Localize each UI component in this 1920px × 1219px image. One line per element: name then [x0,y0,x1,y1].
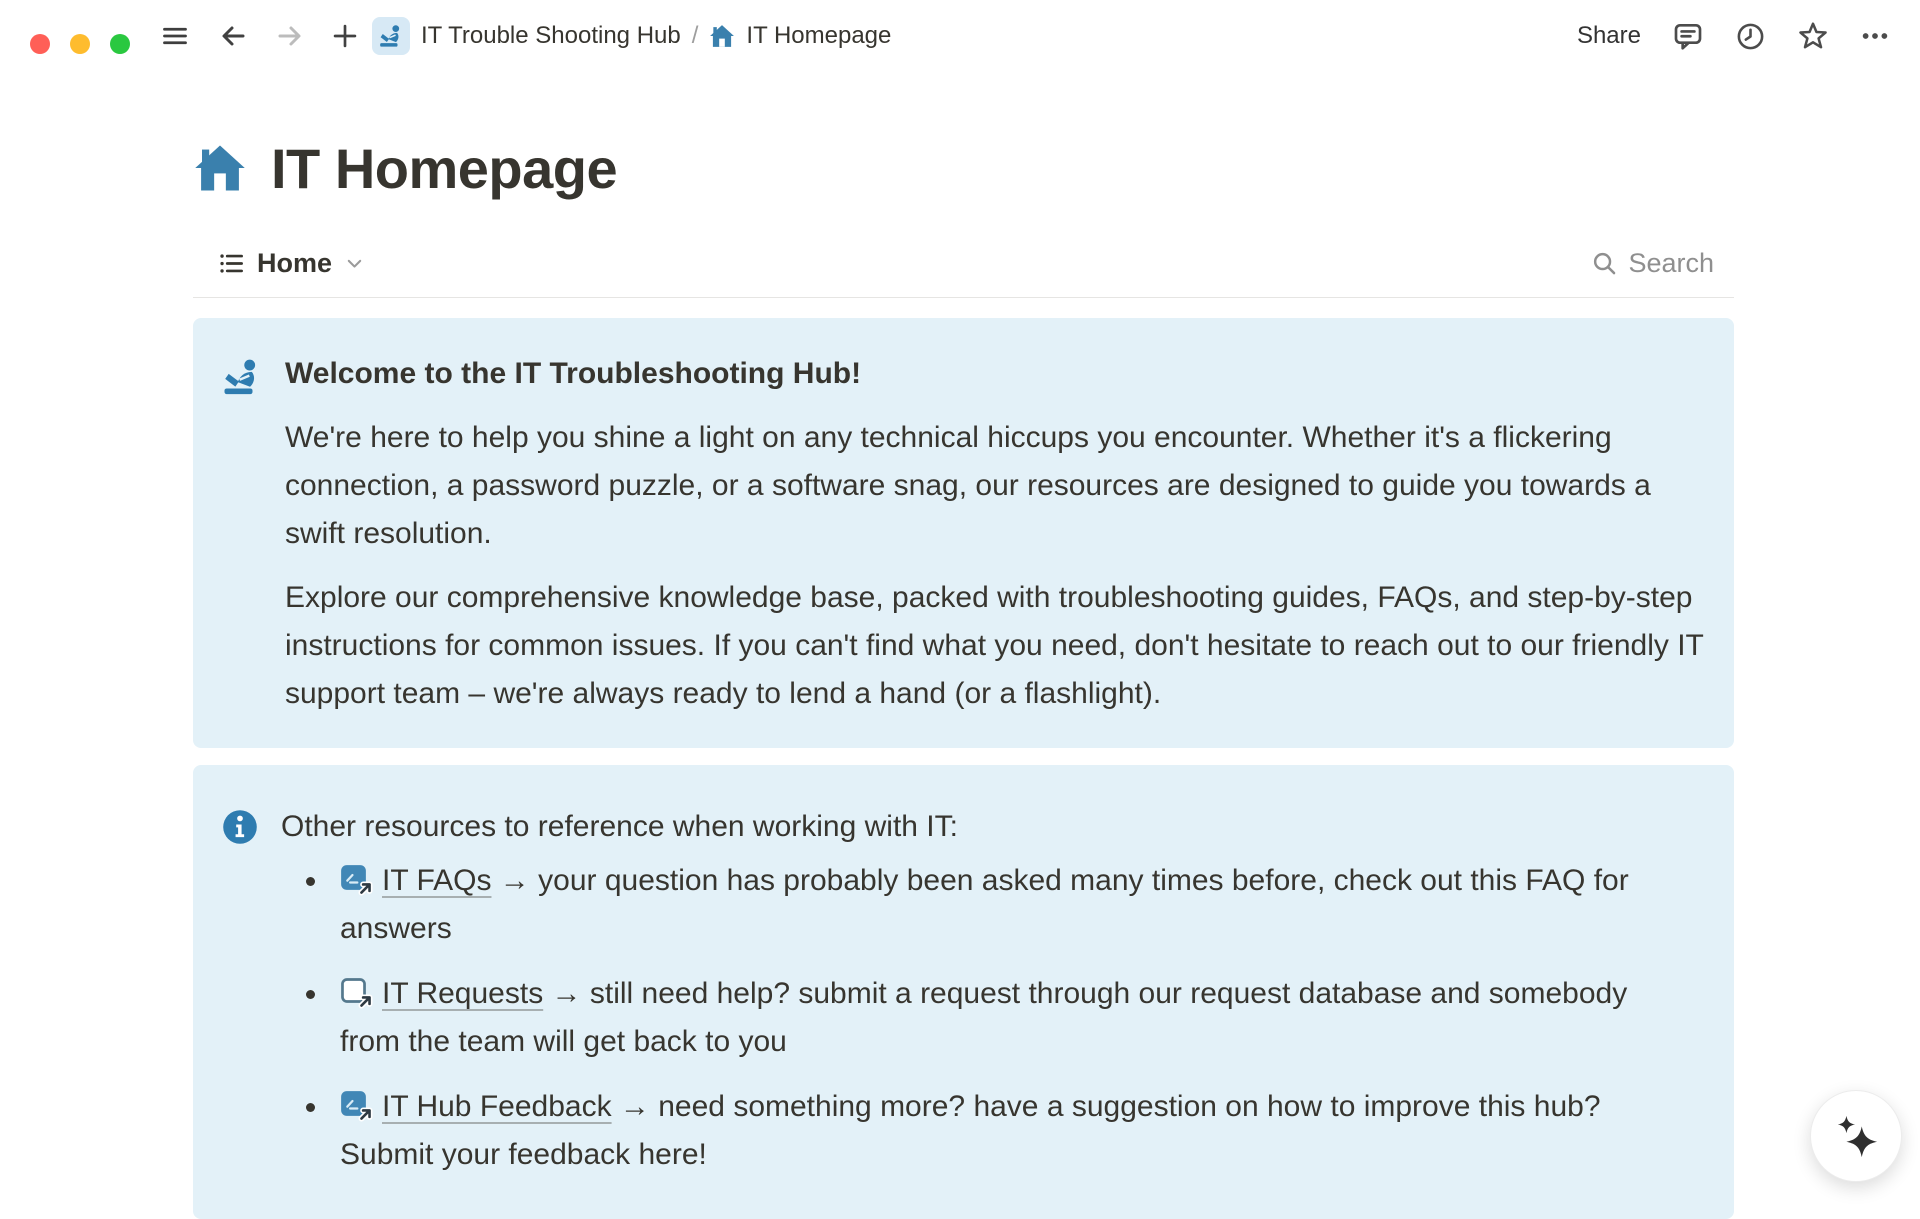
welcome-paragraph-2: Explore our comprehensive knowledge base, packed with troubleshooting guides, FAQs, and step-by-step instructions for common issues. If you can't find what you need, don't hesitate to reach out to our friendly IT support team – we're always ready to lend a hand (or a flashlight). [285,581,1704,710]
history-clock-icon[interactable] [1735,21,1766,52]
arrow-up-right-icon [356,879,375,898]
welcome-paragraph-1: We're here to help you shine a light on any technical hiccups you encounter. Whether it's a flickering connection, a password puzzle, or a software snag, our resources are designed to guide you towards a swift resolution. [285,421,1651,550]
page-content [193,0,1734,1219]
close-window-button[interactable] [30,34,50,54]
resources-callout [193,765,1734,1219]
welcome-heading: Welcome to the IT Troubleshooting Hub! [285,357,862,390]
breadcrumb-root-link[interactable]: IT Trouble Shooting Hub [421,22,681,49]
welcome-callout-icon [221,350,263,718]
technologist-icon [221,356,263,398]
tab-home-label: Home [257,247,333,278]
list-view-icon [218,250,245,277]
hamburger-icon [161,22,189,50]
list-item-text: → your question has probably been asked many times before, check out this FAQ for answers [340,864,1629,945]
share-button[interactable]: Share [1576,22,1641,49]
list-item-text: → still need help? submit a request through our request database and somebody from the team will get back to you [340,977,1628,1058]
welcome-callout [193,318,1734,748]
header-divider [193,297,1734,298]
search-icon [1591,250,1618,277]
arrow-up-right-icon [356,1105,375,1124]
breadcrumb-separator: / [691,22,699,49]
link-it-hub-feedback[interactable]: IT Hub Feedback [382,1090,612,1123]
favorite-star-icon[interactable] [1797,20,1829,52]
ai-assistant-button[interactable] [1810,1090,1902,1182]
view-tab-row [193,240,1734,286]
house-icon [193,141,247,195]
resources-list [221,857,1704,1179]
welcome-callout-body [285,350,1704,718]
minimize-window-button[interactable] [70,34,90,54]
more-options-icon[interactable] [1860,21,1890,51]
arrow-up-right-icon [356,992,375,1011]
sidebar-menu-button[interactable] [160,21,190,51]
tab-home[interactable] [218,248,365,279]
page-title-row [193,128,1734,208]
page-title: IT Homepage [271,136,618,200]
traffic-lights [30,34,130,54]
resources-heading: Other resources to reference when working with IT: [281,810,958,843]
list-item [221,857,1704,953]
sparkles-icon [1833,1113,1879,1159]
link-it-faqs[interactable]: IT FAQs [382,864,492,897]
info-icon [221,808,259,846]
link-it-requests[interactable]: IT Requests [382,977,544,1010]
list-item [221,1083,1704,1179]
search-label: Search [1628,247,1714,278]
breadcrumb-current-link[interactable]: IT Homepage [746,22,892,49]
resources-heading-row [221,803,1704,851]
page-link-icon-feedback [340,1090,372,1120]
chevron-down-icon [344,253,365,274]
list-item-text: → need something more? have a suggestion on how to improve this hub? Submit your feedback here! [340,1090,1601,1171]
search-button[interactable] [1591,240,1714,286]
page-link-icon-faqs [340,864,372,894]
list-item [221,970,1704,1066]
zoom-window-button[interactable] [110,34,130,54]
database-link-icon-requests [340,977,372,1007]
